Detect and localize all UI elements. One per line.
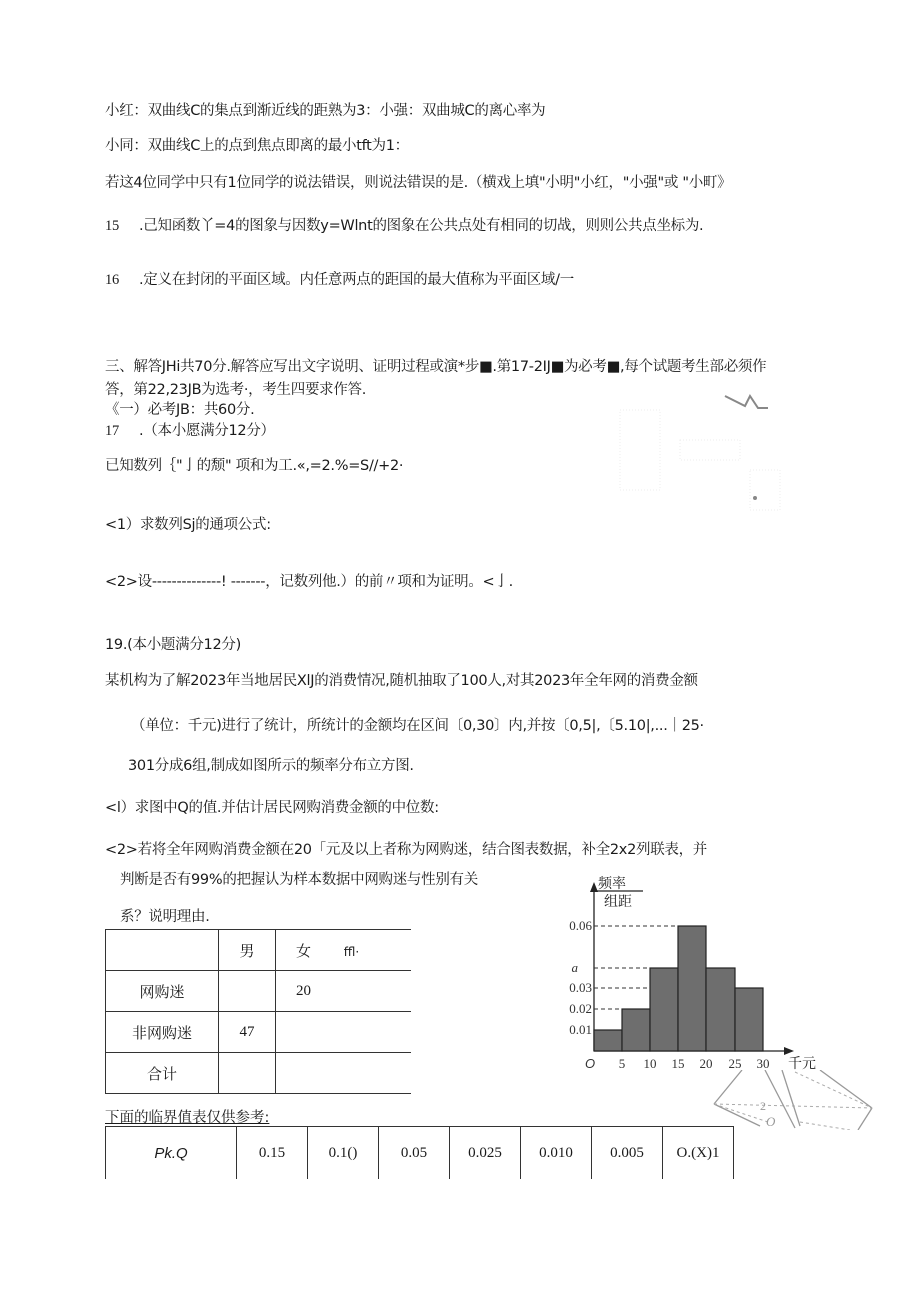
stray-geometry-figure [700, 1070, 920, 1130]
bar-15-20 [678, 926, 706, 1051]
x-axis-unit-label: 千元 [788, 1056, 816, 1072]
bar-0-5 [594, 1030, 622, 1051]
bar-20-25 [706, 968, 735, 1051]
question-17-part1: <1）求数列Sj的通项公式: [105, 517, 271, 533]
question-17-stem: 已知数列｛"亅的颓" 项和为工.«,=2.%=S//+2· [105, 458, 404, 474]
question-19-header: 19.(本小题满分12分) [105, 637, 241, 653]
figure-label-o: O [766, 1114, 776, 1129]
critical-value-cell: 0.15 [237, 1127, 308, 1180]
critical-value-table [105, 1126, 734, 1179]
table-row [106, 971, 412, 1012]
bar-10-15 [650, 968, 678, 1051]
question-number: 16 [105, 272, 119, 288]
y-tick-label-a: a [571, 960, 578, 975]
contingency-table [105, 929, 411, 1094]
critical-value-cell: 0.025 [450, 1127, 521, 1180]
row-label: 非网购迷 [106, 1012, 219, 1053]
critical-table-caption: 下面的临界值表仅供参考: [105, 1110, 270, 1126]
x-tick-label: 15 [671, 1056, 685, 1071]
question-19-part2-line1: <2>若将全年网购消费金额在20「元及以上者称为网购迷，结合图表数据，补全2x2列联表，并 [105, 842, 708, 858]
question-17-part2: <2>设--------------! -------，记数列他.）的前〃项和为证明。<亅. [105, 574, 513, 590]
critical-value-cell: 0.05 [379, 1127, 450, 1180]
table-row [106, 1127, 734, 1180]
frequency-histogram [548, 868, 838, 1078]
total-label: ffl· [343, 944, 360, 959]
section-3-instructions-line2: 答，第22,23JB为选考·，考生四要求作答. [105, 382, 367, 398]
question-15 [105, 216, 703, 236]
y-axis-label-bottom: 组距 [604, 894, 632, 910]
y-tick-labels [569, 918, 592, 1037]
critical-value-cell: 0.010 [521, 1127, 592, 1180]
q14-line-xiaotong: 小同：双曲线C上的点到焦点即离的最小tft为1： [105, 138, 409, 154]
question-19-part2-line2: 判断是否有99%的把握认为样本数据中网购迷与性别有关 [120, 872, 478, 888]
x-tick-label: 10 [643, 1056, 657, 1071]
question-19-line1: 某机构为了解2023年当地居民XlJ的消费情况,随机抽取了100人,对其2023年全年网的消费金额 [105, 673, 698, 689]
histogram-bars [594, 926, 763, 1051]
question-16 [105, 270, 574, 290]
table-header-cell [106, 930, 219, 971]
cell-male [219, 971, 276, 1012]
y-tick-label: 0.06 [569, 918, 592, 933]
x-tick-labels [585, 1056, 770, 1071]
x-tick-label: 30 [756, 1056, 770, 1071]
bar-25-30 [735, 988, 763, 1051]
table-header-female [276, 930, 412, 971]
cell-male: 47 [219, 1012, 276, 1053]
y-tick-label: 0.03 [569, 980, 592, 995]
question-19-part2-line3: 系？说明理由. [120, 909, 210, 925]
row-label: 网购迷 [106, 971, 219, 1012]
female-label: 女 [296, 941, 312, 960]
question-text: .己知函数丫=4的图象与因数y=Wlnt的图象在公共点处有相同的切战，则则公共点坐标为. [139, 218, 704, 234]
q14-line-xiaohong: 小红：双曲线C的集点到渐近线的距熟为3：小强：双曲城C的离心率为 [105, 103, 546, 119]
question-text: .定义在封闭的平面区域。内任意两点的距国的最大值称为平面区域/一 [139, 272, 574, 288]
section-3-subheading: 《一）必考JB：共60分. [105, 402, 255, 418]
question-19-line2: （单位：千元)进行了统计，所统计的金额均在区间〔0,30〕内,并按〔0,5|,〔5.10|,...｜25· [131, 718, 704, 734]
y-tick-label: 0.02 [569, 1001, 592, 1016]
section-3-instructions-line1: 三、解答JHi共70分.解答应写出文字说明、证明过程或演*步■.第17-2IJ■为必考■,每个试题考生部必须作 [105, 359, 767, 375]
cell-female [276, 1012, 412, 1053]
y-axis-label-top: 频率 [598, 876, 626, 892]
q14-line-question: 若这4位同学中只有1位同学的说法错误，则说法错误的是.（横戏上填"小明"小红，"小强"或 "小町》 [105, 175, 732, 191]
x-tick-label: 5 [618, 1056, 626, 1071]
table-row [106, 1053, 412, 1094]
question-number: 17 [105, 423, 119, 439]
critical-value-cell: 0.1() [308, 1127, 379, 1180]
question-19-part1: <l）求图中Q的值.并估计居民网购消费金额的中位数: [105, 800, 439, 816]
x-tick-label: 20 [699, 1056, 713, 1071]
cell-male [219, 1053, 276, 1094]
origin-label: O [584, 1056, 596, 1071]
question-number: 15 [105, 218, 119, 234]
bar-5-10 [622, 1009, 650, 1051]
figure-label-2: 2 [760, 1099, 766, 1113]
critical-value-cell: O.(X)1 [663, 1127, 734, 1180]
faint-scan-artifact [600, 380, 800, 540]
table-header-male: 男 [219, 930, 276, 971]
y-tick-label: 0.01 [569, 1022, 592, 1037]
x-tick-label: 25 [728, 1056, 742, 1071]
question-17-header [105, 421, 275, 441]
row-label: Pk.Q [106, 1127, 237, 1180]
critical-value-cell: 0.005 [592, 1127, 663, 1180]
question-header: .（本小愿满分12分） [139, 423, 275, 439]
x-axis-arrow-icon [784, 1047, 794, 1055]
cell-female: 20 [276, 971, 412, 1012]
cell-female [276, 1053, 412, 1094]
row-label: 合计 [106, 1053, 219, 1094]
question-19-line3: 301分成6组,制成如图所示的频率分布立方图. [128, 758, 414, 774]
table-header-row [106, 930, 412, 971]
y-axis-arrow-icon [590, 882, 598, 892]
table-row [106, 1012, 412, 1053]
